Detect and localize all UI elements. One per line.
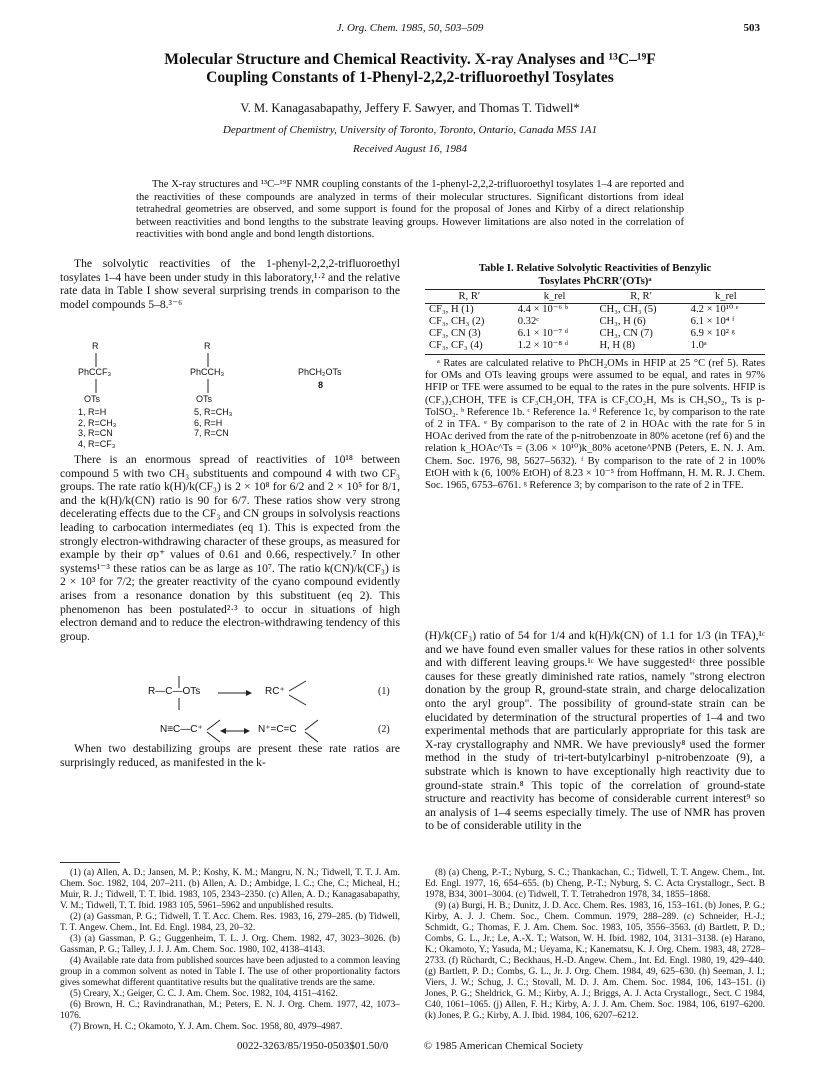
equation-1: [60, 672, 400, 714]
table-cell: 4.4 × 10⁻⁶ ᵇ: [517, 304, 569, 315]
footnote: (7) Brown, H. C.; Okamoto, Y. J. Am. Chem. Soc. 1958, 80, 4979–4987.: [70, 1022, 343, 1032]
table-row: [425, 316, 765, 328]
table-cell: H, H (8): [595, 340, 686, 355]
structure-labels-a: [78, 407, 116, 449]
structure-bonds: [90, 341, 400, 451]
column-header: R, R′: [425, 290, 514, 304]
compound-label: 1, R=H: [78, 407, 107, 417]
compound-label: 6, R=H: [194, 417, 223, 428]
paragraph-text: When two destabilizing groups are present these rate ratios are surprisingly reduced, as manifested in the k-: [60, 742, 400, 769]
footnote-rule: [60, 862, 120, 863]
table-cell: 6.1 × 10⁴ ᶠ: [690, 316, 735, 327]
equation-2-number: (2): [378, 724, 390, 735]
table-row: [425, 328, 765, 340]
received-date: Received August 16, 1984: [352, 143, 468, 155]
footnotes-left: [60, 868, 400, 1033]
footnote: (1) (a) Allen, A. D.; Jansen, M. P.; Koshy, K. M.; Mangru, N. N.; Tidwell, T. T. J. Am. Chem. Soc. 1982, 104, 207–211. (b) Allen, A. D.; Ambidge, I. C.; Che, C.; Micheal, H.; Muir, R. J.; Tidwell, T. T. Ibid. 1983, 105, 2343–2350. (c) Allen, A. D.; Kanagasabapathy, V. M.; Tidwell, T. T. Ibid. 1983 105, 5961–5962 and unpublished results.: [60, 868, 400, 911]
table-row: [425, 340, 765, 355]
paragraph-text: There is an enormous spread of reactivities of 10¹⁸ between compound 5 with two CH₃ substituents and compound 4 with two CF₃ groups. The rate ratio k(H)/k(CF₃) is 2 × 10⁸ for 6/2 and 2 × 10⁵ for 8/1, and the k(H)/k(CN) ratio is 90 for 6/7. These ratios show very strong decelerating effects due to the CF₃ and CN groups in solvolysis reactions leading to carbocation intermediates (eq 1). This is expected from the strongly electron-withdrawing character of these groups, as measured for example by their σp⁺ values of 0.61 and 0.66, respectively.⁷ In other systems¹⁻³ these ratios can be as large as 10⁷. The ratio k(CN)/k(CF₃) is 2 × 10³ for 7/2; the greater reactivity of the cyano compound evidently arises from a resonance donation by this substituent (eq 2). This phenomenon has been postulated²·³ to occur in situations of high electron demand and to reduce the electron-withdrawing tendency of this group.: [60, 453, 400, 643]
equation-1-left: R—C—OTs: [148, 686, 201, 697]
compound-label: 4, R=CF₃: [78, 438, 116, 449]
body-paragraph-2: [60, 453, 400, 643]
table-cell: CF₃, CH₃ (2): [429, 316, 485, 327]
affiliation: Department of Chemistry, University of Toronto, Toronto, Ontario, Canada M5S 1A1: [222, 124, 598, 136]
table-1: [425, 262, 765, 492]
body-paragraph-3: [60, 742, 400, 769]
paragraph-text: The solvolytic reactivities of the 1-phenyl-2,2,2-trifluoroethyl tosylates 1–4 have been under study in this laboratory,¹·² and the relative rate data in Table I show several surprising trends in comparison to the model compounds 5–8.³⁻⁶: [60, 257, 400, 311]
footnote: (3) (a) Gassman, P. G.; Guggenheim, T. L. J. Org. Chem. 1982, 47, 3023–3026. (b) Gassman, P. G.; Talley, J. J. J. Am. Chem. Soc. 1980, 102, 4138–4143.: [60, 934, 400, 955]
structure-2-main: PhCCH₃: [190, 367, 225, 377]
page-footer: [60, 1040, 760, 1052]
column-header: k_rel: [514, 290, 596, 304]
table-caption-line-2: Tosylates PhCRR′(OTs)ᵃ: [538, 274, 652, 287]
table-footnotes: ᵃ Rates are calculated relative to PhCH₂OMs in HFIP at 25 °C (ref 5). Rates for OMs and OTs leaving groups were assumed to be equal, and rates in 97% HFIP or TFE were assumed to be equal to the rates in the pure solvents. HFIP is (CF₃)₂CHOH, TFE is CF₃CH₂OH, TFA is CF₃CO₂H, Ms is CH₃SO₂, Ts is p-TolSO₂. ᵇ Reference 1b. ᶜ Reference 1a. ᵈ Reference 1c, by comparison to the rate of 2 in TFA. ᵉ By comparison to the rate of 2 in HOAc with the rate for 5 in HOAc derived from the rate of the p-nitrobenzoate in 80% acetone (ref 6) and the relation k_HOAc^Ts = (3.06 × 10¹⁰)k_80% acetone^PNB (Peters, E. N. J. Am. Chem. Soc. 1976, 98, 5627–5632). ᶠ By comparison to the rate of 2 in 100% EtOH with k (6, 100% EtOH) of 8.23 × 10⁻⁵ from Hoffmann, H. M. R. J. Chem. Soc. 1965, 6753–6761. ᵍ Reference 3; by comparison to the rate of 2 in TFE.: [425, 358, 765, 492]
compound-label: 7, R=CN: [194, 428, 229, 438]
running-head: [60, 22, 760, 38]
footnote: (9) (a) Burgi, H. B.; Dunitz, J. D. Acc. Chem. Res. 1983, 16, 153–161. (b) Jones, P. G.; Kirby, A. J. J. Chem. Soc., Chem. Commun. 1979, 288–289. (c) Schneider, H.-J.; Schmidt, G.; Thomas, F. J. Am. Chem. Soc. 1983, 105, 3556–3563. (d) Bartlett, P. D.; Combs, G. L., Jr.; Le, A.-X. T.; Watson, W. H. Ibid. 1982, 104, 3131–3138. (e) Harano, K.; Okamoto, Y.; Yasuda, M.; Ueyama, K.; Kanematsu, K. J. Org. Chem. 1983, 48, 2728–2733. (f) Rüchardt, C.; Beckhaus, H.-D. Angew. Chem., Int. Ed. Engl. 1980, 19, 429–440. (g) Bartlett, P. D.; Combs, G. L., Jr. J. Org. Chem. 1984, 49, 625–630. (h) Seeman, J. I.; Viers, J. W.; Schug, J. C.; Stovall, M. D. J. Am. Chem. Soc. 1984, 106, 143–151. (i) Jones, P. G.; Sheldrick, G. M.; Kirby, A. J.; Briggs, A. J. Acta Crystallogr., Sect. C 1984, C40, 1061–1065. (j) Allen, F. H.; Kirby, A. J. J. Am. Chem. Soc. 1984, 106, 6197–6200. (k) Jones, P. G.; Kirby, A. J. Ibid. 1984, 106, 6207–6212.: [425, 901, 765, 1021]
structure-1-r: R: [92, 341, 99, 351]
footnotes-right: [425, 868, 765, 1022]
structure-1-ots: OTs: [84, 394, 101, 404]
table-cell: 1.2 × 10⁻⁸ ᵈ: [514, 340, 596, 355]
journal-citation: J. Org. Chem. 1985, 50, 503–509: [336, 22, 484, 34]
equation-1-number: (1): [378, 686, 390, 697]
table-cell: CF₃, CF₃ (4): [425, 340, 514, 355]
table-cell: 6.1 × 10⁻⁷ ᵈ: [517, 328, 569, 339]
title-line-1: Molecular Structure and Chemical Reactivity. X-ray Analyses and ¹³C–¹⁹F: [164, 51, 656, 68]
structure-figure: [78, 341, 400, 451]
page-number: 503: [743, 22, 760, 34]
table-cell: CH₃, CH₃ (5): [599, 304, 657, 315]
equation-2-left: N≡C—C⁺: [160, 724, 203, 735]
equation-1-bonds: [60, 672, 400, 714]
compound-label: 2, R=CH₃: [78, 417, 117, 428]
column-header: R, R′: [595, 290, 686, 304]
table-caption: [425, 262, 765, 287]
title-line-2: Coupling Constants of 1-Phenyl-2,2,2-trifluoroethyl Tosylates: [206, 69, 614, 86]
structure-2-ots: OTs: [196, 394, 213, 404]
footnote: (6) Brown, H. C.; Ravindranathan, M.; Peters, E. N. J. Org. Chem. 1977, 42, 1073–1076.: [60, 1000, 400, 1021]
abstract: The X-ray structures and ¹³C–¹⁹F NMR coupling constants of the 1-phenyl-2,2,2-trifluoroethyl tosylates 1–4 are reported and the reactivities of these compounds are analyzed in terms of their molecular structures. Significant distortions from ideal tetrahedral geometries are observed, and some support is found for the proposal of Jones and Kirby of a direct relationship between reactivities and bond lengths to the substrate leaving groups. However limitations are also noted in the correlation of reactivities with bond angle and bond length distortions.: [136, 179, 684, 240]
table-caption-line-1: Table I. Relative Solvolytic Reactivities of Benzylic: [478, 262, 712, 274]
article-title: [60, 51, 760, 87]
table-cell: CF₃, CN (3): [429, 328, 481, 339]
equation-2-right: N⁺=C=C: [258, 724, 297, 735]
authors: V. M. Kanagasabapathy, Jeffery F. Sawyer, and Thomas T. Tidwell*: [240, 101, 580, 115]
table-cell: 1.0ᵃ: [687, 340, 765, 355]
column-header: k_rel: [687, 290, 765, 304]
structure-2-r: R: [204, 341, 211, 351]
table-cell: CH₃, CN (7): [599, 328, 653, 339]
paragraph-text: (H)/k(CF₃) ratio of 54 for 1/4 and k(H)/k(CN) of 1.1 for 1/3 (in TFA),¹ᶜ and we have found even smaller values for these ratios in other solvents and with different leaving groups.¹ᶜ We have suggested¹ᶜ three possible causes for these greatly diminished rate ratios, namely "strong electron donation by the group R, ground-state strain, and charge delocalization onto the aryl group". The possibility of ground-state strain can be elucidated by determination of the structural properties of 1–4 and two experimental methods that are particularly appropriate for this task are X-ray crystallography and NMR. We have previously⁸ used the former method in the study of tri-tert-butylcarbinyl p-nitrobenzoate (9), a substrate which is known to have exceptionally high reactivity due to ground-state strain.⁸ This topic of the correlation of ground-state structure and reactivity has become of considerable current interest⁹ so an analysis of 1–4 seems especially timely. The use of NMR has proven to be of considerable utility in the: [425, 629, 765, 833]
article-code: 0022-3263/85/1950-0503$01.50/0: [236, 1040, 389, 1052]
table-cell: 0.32ᶜ: [517, 316, 539, 327]
structure-3-main: PhCH₂OTs: [298, 367, 342, 377]
structure-labels-b: [194, 407, 232, 439]
footnote: (2) (a) Gassman, P. G.; Tidwell, T. T. Acc. Chem. Res. 1983, 16, 279–285. (b) Tidwell, T. T. Angew. Chem., Int. Ed. Engl. 1984, 23, 20–32.: [60, 912, 400, 933]
table-cell: 6.9 × 10² ᵍ: [690, 328, 735, 339]
footnote: (4) Available rate data from published sources have been adjusted to a common leaving group in a common solvent as noted in Table I. The use of other proportionality factors gives somewhat different quantitative results but the qualitative trends are the same.: [60, 956, 400, 988]
structure-1-main: PhCCF₃: [78, 367, 112, 377]
table-header-row: [425, 290, 765, 304]
compound-label: 5, R=CH₃: [194, 407, 233, 417]
table-row: [425, 304, 765, 317]
copyright: © 1985 American Chemical Society: [423, 1040, 583, 1052]
structure-3-number: 8: [318, 380, 324, 390]
footnote: (5) Creary, X.; Geiger, C. C. J. Am. Chem. Soc. 1982, 104, 4151–4162.: [70, 989, 338, 999]
rate-table: [425, 289, 765, 355]
table-cell: CF₃, H (1): [429, 304, 474, 315]
table-cell: 4.2 × 10¹⁰ ᵉ: [690, 304, 739, 315]
table-cell: CH₃, H (6): [599, 316, 646, 327]
body-paragraph-4: [425, 629, 765, 833]
footnote: (8) (a) Cheng, P.-T.; Nyburg, S. C.; Thankachan, C.; Tidwell, T. T. Angew. Chem., Int. Ed. Engl. 1977, 16, 654–655. (b) Cheng, P.-T.; Nyburg, S. C. Acta Crystallogr., Sect. B 1978, B34, 3001–3004. (c) Tidwell, T. T. Tetrahedron 1978, 34, 1855–1868.: [425, 868, 765, 900]
compound-label: 3, R=CN: [78, 428, 113, 438]
equation-1-right: RC⁺: [265, 686, 285, 697]
body-paragraph-1: [60, 257, 400, 311]
